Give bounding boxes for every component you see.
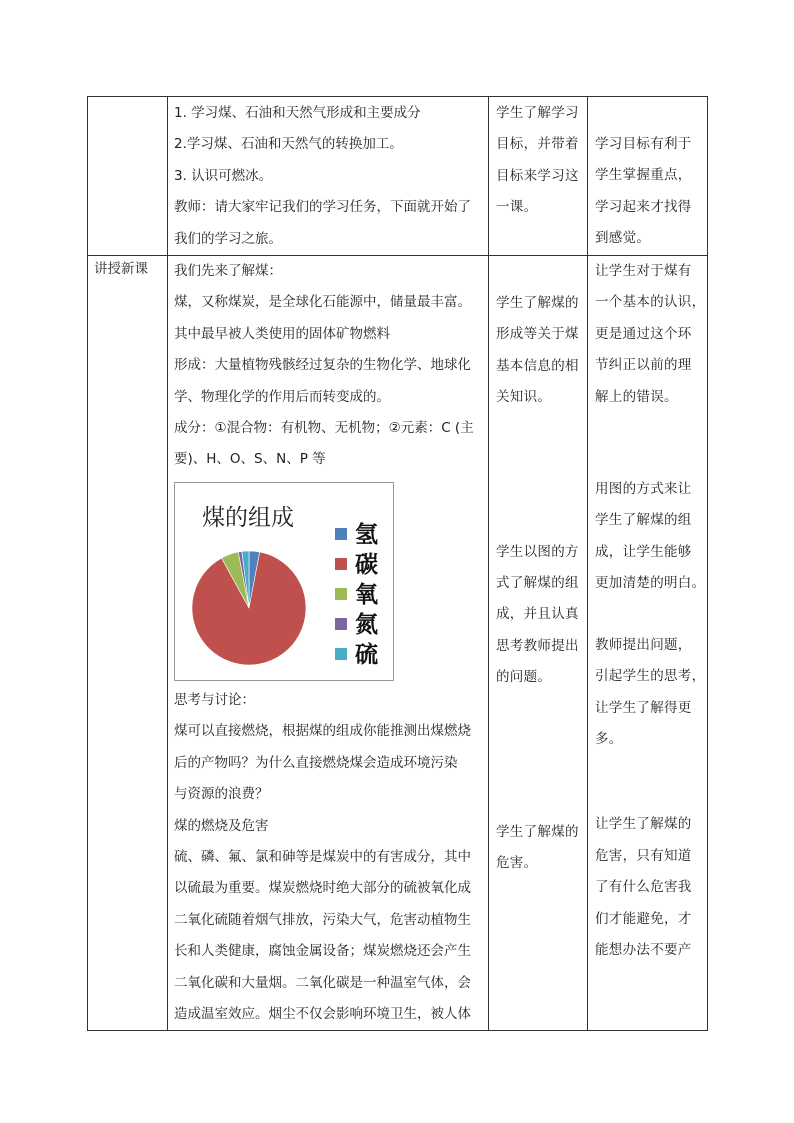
stage-cell [88,97,168,256]
text-line: 节纠正以前的理 [595,357,692,374]
legend-swatch [335,528,347,540]
text-line: 学生了解学习 [496,105,579,121]
text-line: 长和人类健康，腐蚀金属设备；煤炭燃烧还会产生 [174,943,471,960]
text-line: 用图的方式来让 [595,481,692,498]
student-activity-cell [489,256,588,1031]
text-line: 学、物理化学的作用后而转变成的。 [174,388,390,405]
text-line: 更是通过这个环 [595,325,692,342]
text-line: 学习目标有利于 [595,136,692,152]
text-line: 我们的学习之旅。 [174,230,282,247]
text-line: 一课。 [496,199,538,216]
text-line: 我们先来了解煤： [174,263,282,280]
text-line: 一个基本的认识， [595,294,706,311]
stage-cell [88,256,168,1031]
text-line: 了有什么危害我 [595,879,692,896]
text-line: 式了解煤的组 [496,575,579,592]
text-line: 以硫最为重要。煤炭燃烧时绝大部分的硫被氧化成 [174,880,471,897]
text-line: 关知识。 [496,389,552,406]
text-line: 多。 [595,730,623,747]
stage-label: 讲授新课 [94,261,148,278]
text-line: 成，让学生能够 [595,543,692,560]
text-line: 学生了解煤的 [496,295,579,312]
text-line: 硫、磷、氟、氯和砷等是煤炭中的有害成分，其中 [174,848,471,865]
text-line: 目标来学习这 [496,167,579,184]
legend-label: 氧 [355,581,378,608]
text-line: 煤的燃烧及危害 [174,817,269,834]
table-row [88,256,708,1031]
text-line: 解上的错误。 [595,388,678,405]
text-line: 学生以图的方 [496,543,579,560]
text-line: 二氧化碳和大量烟。二氧化碳是一种温室气体，会 [174,974,471,991]
design-intent-cell [588,97,708,256]
legend-swatch [335,648,347,660]
text-line: 成，并且认真 [496,606,579,623]
legend-swatch [335,588,347,600]
text-line: 危害。 [496,855,538,872]
text-line: 形成：大量植物残骸经过复杂的生物化学、地球化 [174,357,471,374]
lesson-plan-table [87,96,708,1031]
text-line: 与资源的浪费？ [174,786,269,803]
text-line: 更加清楚的明白。 [595,575,706,592]
design-intent-cell [588,256,708,1031]
text-line: 们才能避免，才 [595,910,692,927]
text-line: 3. 认识可燃冰。 [174,167,273,184]
text-line: 其中最早被人类使用的固体矿物燃料 [174,325,390,342]
text-line: 能想办法不要产 [595,941,692,958]
legend-label: 碳 [355,551,378,578]
text-line: 学习起来才找得 [595,198,692,215]
coal-composition-chart [174,482,394,681]
text-line: 形成等关于煤 [496,326,579,343]
teaching-content-cell [168,256,489,1031]
text-line: 学生了解煤的组 [595,512,692,529]
table-row [88,97,708,256]
text-line: 要)、H、O、S、N、P 等 [174,451,326,468]
legend-label: 氢 [355,521,378,548]
text-line: 煤，又称煤炭，是全球化石能源中，储量最丰富。 [174,294,471,311]
text-line: 目标，并带着 [496,136,579,153]
student-activity-cell [489,97,588,256]
text-line: 让学生了解得更 [595,699,692,716]
text-line: 让学生了解煤的 [595,816,692,833]
legend-label: 硫 [355,641,378,668]
text-line: 造成温室效应。烟尘不仅会影响环境卫生，被人体 [174,1005,471,1022]
text-line: 让学生对于煤有 [595,263,692,280]
text-line: 基本信息的相 [496,357,579,374]
legend-swatch [335,558,347,570]
text-line: 学生掌握重点， [595,167,692,184]
legend-swatch [335,618,347,630]
text-line: 引起学生的思考， [595,668,706,685]
legend-label: 氮 [355,611,378,638]
text-line: 2.学习煤、石油和天然气的转换加工。 [174,136,403,153]
teaching-content-cell [168,97,489,256]
text-line: 教师：请大家牢记我们的学习任务，下面就开始了 [174,199,471,216]
pie-chart [175,483,393,680]
text-line: 二氧化硫随着烟气排放，污染大气，危害动植物生 [174,911,471,928]
text-line: 成分：①混合物：有机物、无机物；②元素：C (主 [174,420,474,437]
text-line: 的问题。 [496,669,552,686]
text-line: 后的产物吗？为什么直接燃烧煤会造成环境污染 [174,754,458,771]
text-line: 学生了解煤的 [496,823,579,840]
text-line: 思考教师提出 [496,637,579,654]
text-line: 思考与讨论： [174,691,255,708]
text-line: 危害，只有知道 [595,847,692,864]
text-line: 到感觉。 [595,230,651,247]
text-line: 教师提出问题， [595,636,692,653]
chart-title: 煤的组成 [202,504,294,531]
text-line: 1. 学习煤、石油和天然气形成和主要成分 [174,105,421,121]
text-line: 煤可以直接燃烧，根据煤的组成你能推测出煤燃烧 [174,723,471,740]
